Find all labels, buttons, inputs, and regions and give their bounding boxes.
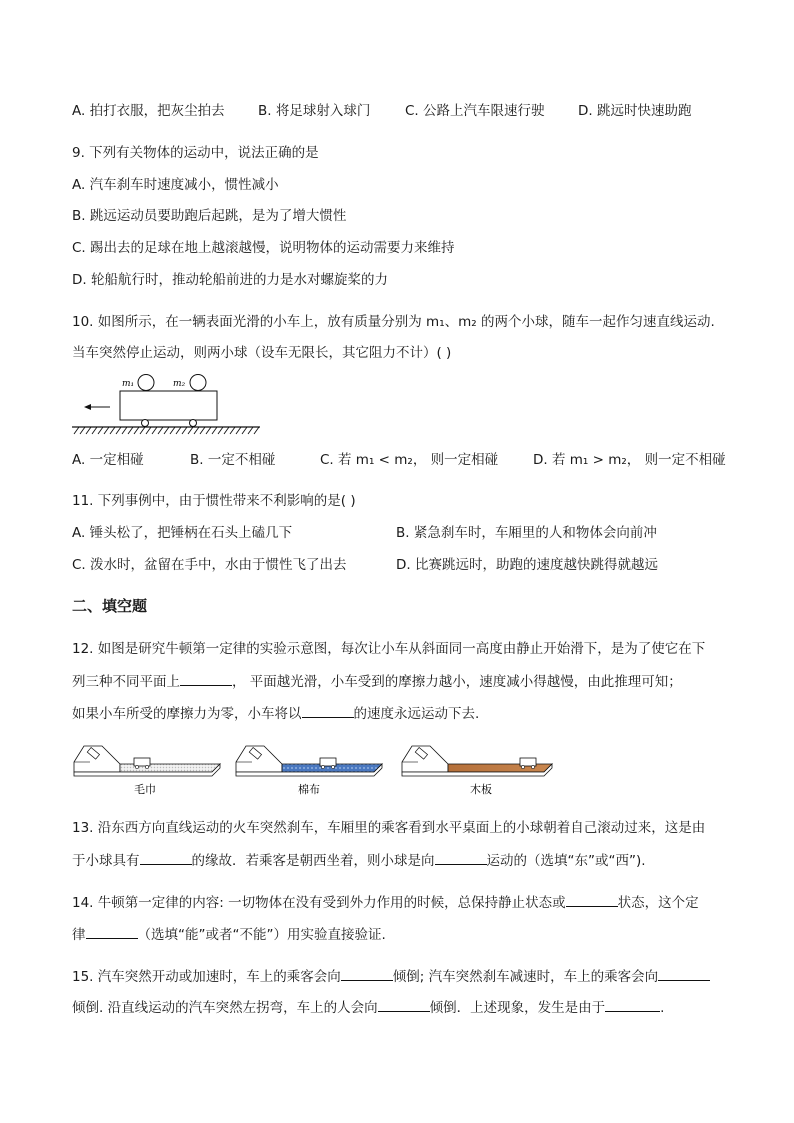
q15-line1 (72, 966, 710, 987)
label-wood: 木板 (470, 783, 492, 796)
answer-blank[interactable] (435, 850, 487, 865)
ground-hatch (206, 427, 211, 434)
q8-option-c: C. 公路上汽车限速行驶 (405, 103, 545, 119)
ground-hatch (236, 427, 241, 434)
ramp-wood (402, 746, 552, 776)
q11-option-d: D. 比赛跳远时，助跑的速度越快跳得就越远 (396, 557, 658, 573)
answer-blank[interactable] (378, 997, 430, 1012)
q8-option-d: D. 跳远时快速助跑 (578, 103, 692, 119)
ground-hatch (146, 427, 151, 434)
q15-line2-end: . (660, 1000, 665, 1016)
ground-hatch (134, 427, 139, 434)
q13-line2-mid: 的缘故．若乘客是朝西坐着，则小球是向 (191, 853, 435, 869)
q15-line2-start: 倾倒. 沿直线运动的汽车突然左拐弯，车上的人会向 (72, 1000, 378, 1016)
ground-hatch (248, 427, 253, 434)
ground-hatch (164, 427, 169, 434)
answer-blank[interactable] (180, 671, 232, 686)
q11-option-a: A. 锤头松了，把锤柄在石头上磕几下 (72, 525, 293, 541)
ramp-cloth (236, 746, 382, 776)
q9-option-a: A. 汽车刹车时速度减小，惯性减小 (72, 177, 279, 193)
ground-hatch (122, 427, 127, 434)
friction-experiment-figure (72, 742, 557, 798)
answer-blank[interactable] (605, 997, 660, 1012)
q12-line3 (72, 703, 479, 724)
q12-line2-start: 列三种不同平面上 (72, 674, 180, 690)
q12-line2 (72, 671, 682, 692)
ground-hatch (104, 427, 109, 434)
label-m1: m₁ (122, 379, 135, 389)
q9-option-b: B. 跳远运动员要助跑后起跳，是为了增大惯性 (72, 208, 347, 224)
q10-option-b: B. 一定不相碰 (190, 452, 276, 468)
section-title: 二、填空题 (72, 597, 148, 615)
q12-line3-start: 如果小车所受的摩擦力为零，小车将以 (72, 706, 302, 722)
q10-option-d: D. 若 m₁ > m₂， 则一定不相碰 (533, 452, 726, 468)
q8-option-a: A. 拍打衣服，把灰尘拍去 (72, 103, 225, 119)
ground-hatch (254, 427, 259, 434)
ground-hatch (110, 427, 115, 434)
ground-hatch (224, 427, 229, 434)
q12-line2-end: ， 平面越光滑，小车受到的摩擦力越小，速度减小得越慢，由此推理可知； (232, 674, 682, 690)
q14-line1-start: 14. 牛顿第一定律的内容: 一切物体在没有受到外力作用的时候，总保持静止状态或 (72, 895, 566, 911)
q13-line2-end: 运动的（选填“东”或“西”). (486, 853, 646, 869)
q15-line1-start: 15. 汽车突然开动或加速时，车上的乘客会向 (72, 969, 341, 985)
ground-hatch (218, 427, 223, 434)
ground-hatch (140, 427, 145, 434)
ground-hatch (116, 427, 121, 434)
label-towel: 毛巾 (134, 783, 156, 796)
cart-figure (72, 374, 262, 436)
q14-line2-start: 律 (72, 927, 86, 943)
ground-hatch (128, 427, 133, 434)
label-m2: m₂ (173, 379, 186, 389)
ground-hatch (80, 427, 85, 434)
q15-line2 (72, 997, 664, 1018)
ground-hatch (176, 427, 181, 434)
ground-hatch (92, 427, 97, 434)
ground-hatch (86, 427, 91, 434)
ground-hatch (230, 427, 235, 434)
q13-line1: 13. 沿东西方向直线运动的火车突然刹车，车厢里的乘客看到水平桌面上的小球朝着自己滚动过来，这是由 (72, 820, 706, 836)
ground-hatch (200, 427, 205, 434)
q12-line1: 12. 如图是研究牛顿第一定律的实验示意图，每次让小车从斜面同一高度由静止开始滑下，是为了使它在下 (72, 641, 706, 657)
q9-option-d: D. 轮船航行时，推动轮船前进的力是水对螺旋桨的力 (72, 272, 388, 288)
ground-hatch (182, 427, 187, 434)
q10-stem-line2: 当车突然停止运动，则两小球（设车无限长，其它阻力不计）( ) (72, 345, 452, 361)
ground-hatch (152, 427, 157, 434)
label-cloth: 棉布 (298, 783, 320, 796)
q13-line2-start: 于小球具有 (72, 853, 140, 869)
q10-stem-line1: 10. 如图所示，在一辆表面光滑的小车上，放有质量分别为 m₁、m₂ 的两个小球，随车一起作匀速直线运动. (72, 314, 715, 330)
answer-blank[interactable] (658, 966, 710, 981)
q12-line3-end: 的速度永远运动下去. (353, 706, 480, 722)
q14-line1-end: 状态，这个定 (617, 895, 699, 911)
q11-option-b: B. 紧急刹车时，车厢里的人和物体会向前冲 (396, 525, 657, 541)
answer-blank[interactable] (566, 892, 618, 907)
q14-line2 (72, 924, 386, 945)
q11-stem: 11. 下列事例中，由于惯性带来不利影响的是( ) (72, 493, 356, 509)
ground-hatch (242, 427, 247, 434)
ground-hatch (158, 427, 163, 434)
answer-blank[interactable] (86, 924, 138, 939)
q13-line2 (72, 850, 646, 871)
q15-line2-mid: 倾倒．上述现象，发生是由于 (429, 1000, 606, 1016)
ground-hatch (98, 427, 103, 434)
q10-option-c: C. 若 m₁ < m₂， 则一定相碰 (320, 452, 499, 468)
q14-line1 (72, 892, 699, 913)
q15-line1-mid: 倾倒; 汽车突然刹车减速时，车上的乘客会向 (392, 969, 659, 985)
q9-stem: 9. 下列有关物体的运动中，说法正确的是 (72, 145, 319, 161)
q10-option-a: A. 一定相碰 (72, 452, 144, 468)
answer-blank[interactable] (302, 703, 354, 718)
answer-blank[interactable] (341, 966, 393, 981)
q9-option-c: C. 踢出去的足球在地上越滚越慢，说明物体的运动需要力来维持 (72, 240, 455, 256)
ground-hatch (194, 427, 199, 434)
ramp-towel (74, 746, 220, 776)
q11-option-c: C. 泼水时，盆留在手中，水由于惯性飞了出去 (72, 557, 347, 573)
q14-line2-end: （选填“能”或者“不能”）用实验直接验证. (137, 927, 386, 943)
ground-hatch (170, 427, 175, 434)
q8-option-b: B. 将足球射入球门 (258, 103, 371, 119)
ground-hatch (74, 427, 79, 434)
ground-hatch (188, 427, 193, 434)
ground-hatch (212, 427, 217, 434)
answer-blank[interactable] (140, 850, 192, 865)
